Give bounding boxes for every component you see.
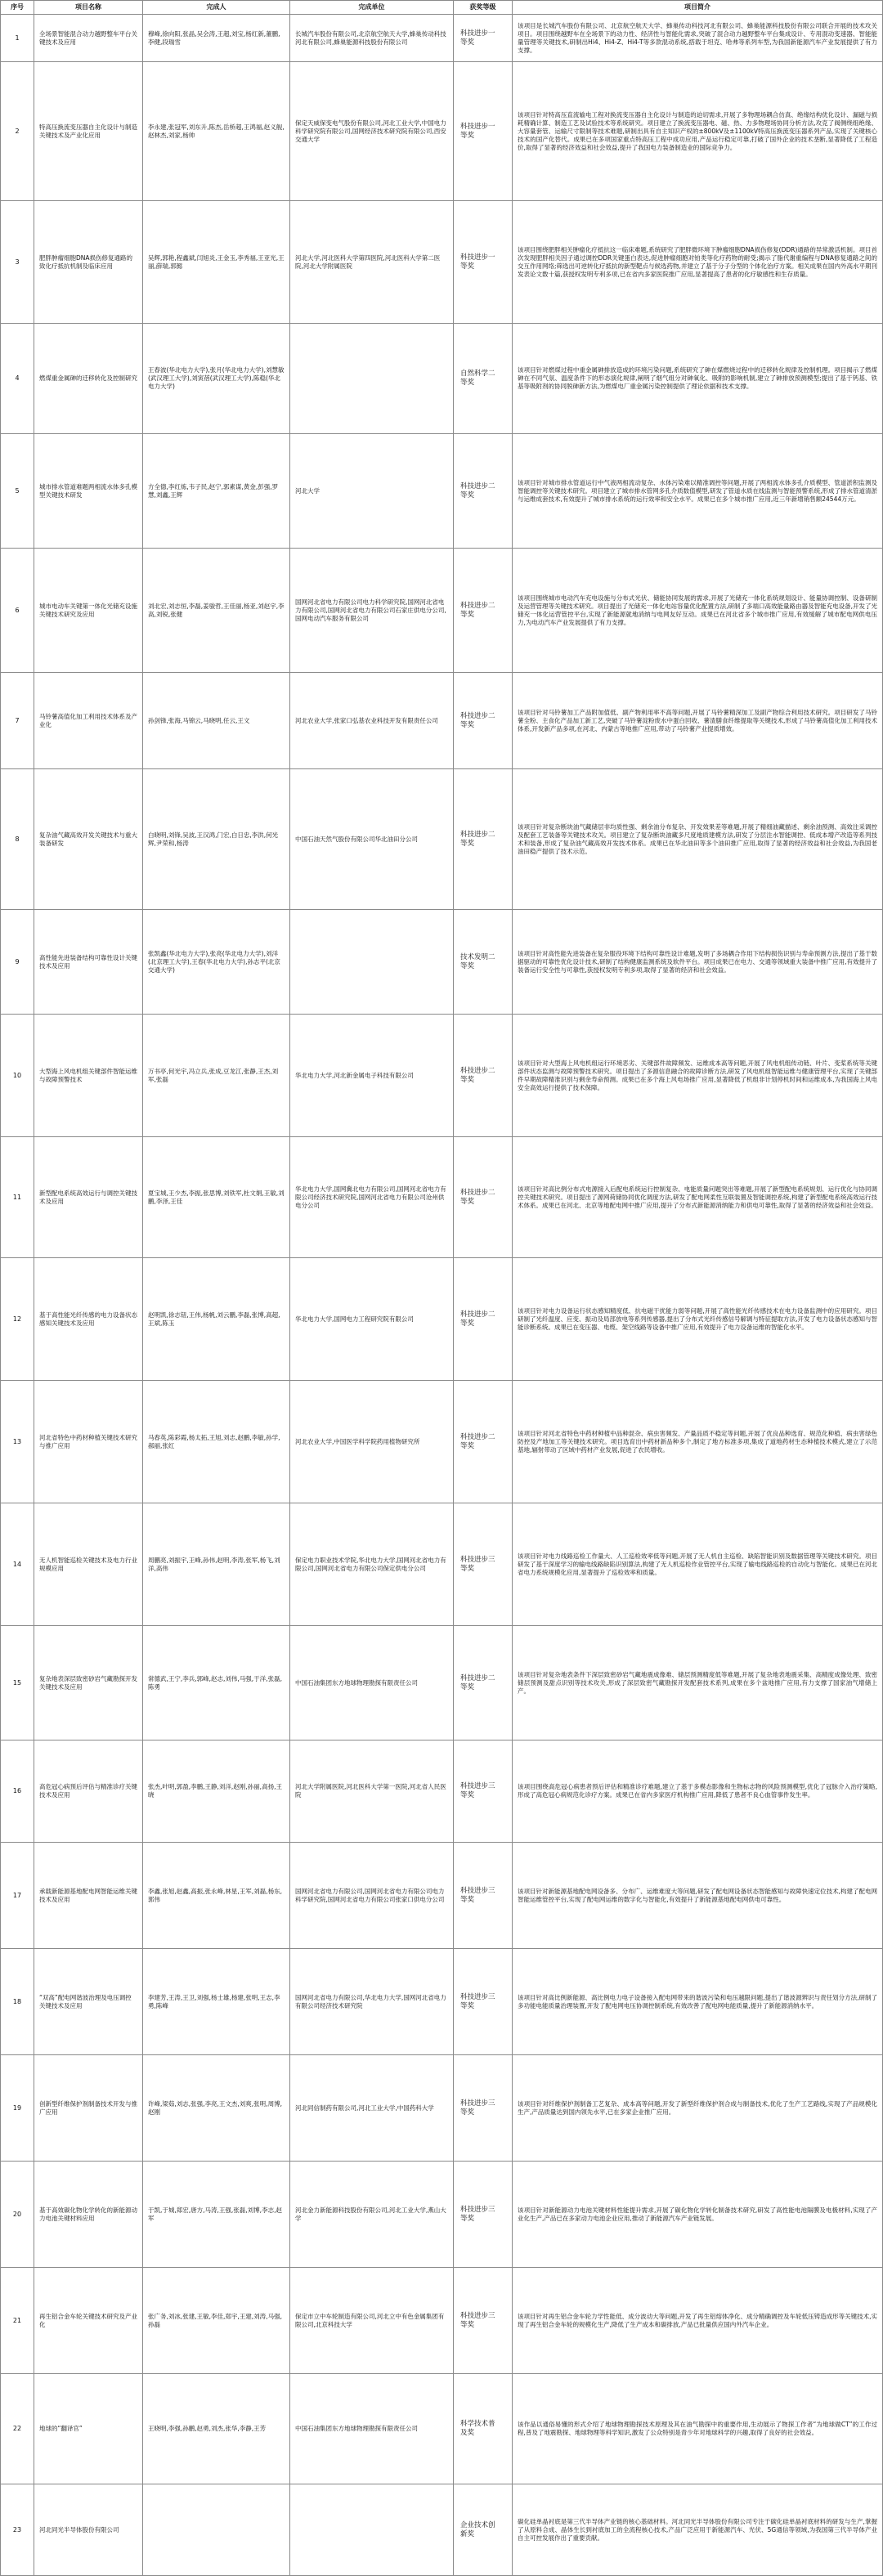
cell-project-name: 特高压换流变压器自主化设计与制造关键技术及产业化应用 <box>34 62 143 201</box>
cell-units: 河北金力新能源科技股份有限公司,河北工业大学,燕山大学 <box>290 2162 454 2268</box>
cell-project-name: 大型海上风电机组关键部件智能运维与故障预警技术 <box>34 1015 143 1137</box>
cell-no: 7 <box>1 673 34 769</box>
cell-project-name: 基于高性能光纤传感的电力设备状态感知关键技术及应用 <box>34 1258 143 1381</box>
cell-no: 11 <box>1 1137 34 1258</box>
cell-award: 科技进步二等奖 <box>454 1626 513 1740</box>
cell-project-name: 城市排水管道难题两相流水体多孔模型关键技术研发 <box>34 434 143 549</box>
cell-award: 科技进步三等奖 <box>454 2268 513 2374</box>
cell-units <box>290 910 454 1015</box>
cell-no: 21 <box>1 2268 34 2374</box>
cell-summary: 该项目针对新能源基地配电网设备多、分布广、运维难度大等问题,研发了配电网设备状态智能感知与故障快速定位技术,构建了配电网智能运维管控平台,实现了配电网运维的数字化与智能化,有效提升了新能源基地配电网供电可靠性。 <box>513 1843 883 1949</box>
cell-award: 科技进步二等奖 <box>454 673 513 769</box>
cell-award: 科技进步三等奖 <box>454 1949 513 2055</box>
cell-summary: 该项目针对新能源动力电池关键材料性能提升需求,开展了碳化物化学转化制备技术研究,研发了高性能电池隔膜及电极材料,实现了产业化生产,产品已在多家动力电池企业应用,推动了新能源汽车产业链发展。 <box>513 2162 883 2268</box>
table-row <box>1 1503 883 1626</box>
cell-no: 9 <box>1 910 34 1015</box>
table-row <box>1 769 883 910</box>
cell-persons: 王春波(华北电力大学),张月(华北电力大学),刘慧敏(武汉理工大学),刘寅蓓(武汉理工大学),陈稳(华北电力大学) <box>143 324 290 434</box>
cell-award: 科技进步二等奖 <box>454 549 513 673</box>
cell-project-name: 肥胖肿瘤细胞DNA损伤修复通路的致化疗抵抗机制及临床应用 <box>34 201 143 324</box>
cell-summary: 该项目针对纤维保护剂制备工艺复杂、成本高等问题,开发了新型纤维保护剂合成与制备技术,优化了生产工艺路线,实现了产品规模化生产,产品质量达到国内领先水平,已在多家企业推广应用。 <box>513 2055 883 2162</box>
cell-persons: 万书亭,何光宇,冯立兵,张成,豆龙江,张静,王杰,刘军,张磊 <box>143 1015 290 1137</box>
cell-summary: 该项目围绕肥胖相关肿瘤化疗抵抗这一临床难题,系统研究了肥胖微环境下肿瘤细胞DNA损伤修复(DDR)通路的异常激活机制。项目首次发现肥胖相关因子通过调控DDR关键蛋白表达,促进肿瘤细胞对铂类等化疗药物的耐受;揭示了脂代谢重编程与DNA修复通路之间的交互作用网络;筛选出可逆转化疗抵抗的新型靶点与候选药物,并建立了基于分子分型的个体化治疗方案。相关成果在国内外高水平期刊发表论文数十篇,获授权发明专利多项,已在省内多家医院推广应用,显著提高了患者的化疗敏感性和生存质量。 <box>513 201 883 324</box>
cell-persons: 张杰,叶明,郭盈,李鹏,王静,刘洋,赵刚,孙丽,高扬,王晓 <box>143 1740 290 1843</box>
table-row <box>1 549 883 673</box>
cell-award: 科技进步二等奖 <box>454 434 513 549</box>
table-row <box>1 1258 883 1381</box>
cell-no: 18 <box>1 1949 34 2055</box>
cell-units: 保定市立中车轮制造有限公司,河北立中有色金属集团有限公司,北京科技大学 <box>290 2268 454 2374</box>
cell-project-name: 全场景智能混合动力越野整车平台关键技术及应用 <box>34 15 143 62</box>
table-row <box>1 1626 883 1740</box>
table-row <box>1 2162 883 2268</box>
header-no: 序号 <box>1 1 34 15</box>
table-row <box>1 673 883 769</box>
cell-project-name: 新型配电系统高效运行与调控关键技术及应用 <box>34 1137 143 1258</box>
table-row <box>1 1381 883 1503</box>
cell-units: 保定电力职业技术学院,华北电力大学,国网河北省电力有限公司,国网河北省电力有限公司保定供电分公司 <box>290 1503 454 1626</box>
cell-summary: 该项目针对城市排水管道运行中气液两相流动复杂、水体污染难以精准调控等问题,开展了两相流水体多孔介质模型、管道淤积监测及智能调控等关键技术研究。项目建立了城市排水管网多孔介质数值模型,研发了管道水质在线监测与智能预警系统,形成了排水管道清淤与运维成套技术,有效提升了城市排水系统的运行效率和安全水平。成果已在多个城市推广应用,近三年新增销售额24544万元。 <box>513 434 883 549</box>
cell-units <box>290 2484 454 2576</box>
cell-persons: 李建芳,王涛,王卫,刘强,杨士雄,杨建,张明,王志,李勇,陈峰 <box>143 1949 290 2055</box>
table-row <box>1 2268 883 2374</box>
cell-award: 自然科学二等奖 <box>454 324 513 434</box>
cell-award: 科技进步三等奖 <box>454 2162 513 2268</box>
cell-award: 科技进步二等奖 <box>454 1137 513 1258</box>
cell-units: 中国石油天然气股份有限公司华北油田分公司 <box>290 769 454 910</box>
cell-award: 企业技术创新奖 <box>454 2484 513 2576</box>
cell-no: 20 <box>1 2162 34 2268</box>
cell-summary: 该项目针对燃煤过程中重金属砷排放造成的环境污染问题,系统研究了砷在煤燃烧过程中的迁移转化规律及控制机理。项目揭示了燃煤砷在不同气氛、温度条件下的形态演化规律,阐明了烟气组分对砷氧化、吸附的影响机制,建立了砷排放预测模型;提出了基于钙基、铁基等吸附剂的协同脱砷新方法,为燃煤电厂重金属污染控制提供了理论依据和技术支撑。 <box>513 324 883 434</box>
cell-units: 国网河北省电力有限公司电力科学研究院,国网河北省电力有限公司,国网河北省电力有限公司石家庄供电分公司,国网电动汽车服务有限公司 <box>290 549 454 673</box>
cell-project-name: 承载新能源基地配电网智能运维关键技术及应用 <box>34 1843 143 1949</box>
cell-project-name: 河北同光半导体股份有限公司 <box>34 2484 143 2576</box>
cell-project-name: 燃煤重金属砷的迁移转化及控制研究 <box>34 324 143 434</box>
table-row <box>1 62 883 201</box>
cell-persons: 吴辉,郭艳,程鑫斌,闫旭炎,王金玉,李秀福,王亚光,王丽,薛瑞,郭懿 <box>143 201 290 324</box>
cell-summary: 碳化硅单晶衬底是第三代半导体产业链的核心基础材料。河北同光半导体股份有限公司专注于碳化硅单晶衬底材料的研发与生产,掌握了从原料合成、晶体生长到衬底加工的全流程核心技术,产品广泛应用于新能源汽车、光伏、5G通信等领域,为我国第三代半导体产业自主可控发展作出了重要贡献。 <box>513 2484 883 2576</box>
table-row <box>1 1015 883 1137</box>
cell-no: 3 <box>1 201 34 324</box>
cell-project-name: 河北省特色中药材种植关键技术研究与推广应用 <box>34 1381 143 1503</box>
table-row <box>1 324 883 434</box>
cell-award: 科技进步二等奖 <box>454 769 513 910</box>
table-row <box>1 15 883 62</box>
cell-project-name: 高性能先进装备结构可靠性设计关键技术及应用 <box>34 910 143 1015</box>
cell-summary: 该项目针对大型海上风电机组运行环境恶劣、关键部件故障频发、运维成本高等问题,开展了风电机组传动链、叶片、变桨系统等关键部件状态监测与故障预警技术研究。项目提出了多源信息融合的故障诊断方法,研发了风电机组智能运维与健康管理平台,实现了关键部件早期故障精准识别与剩余寿命预测。成果已在多个海上风电场推广应用,显著降低了机组非计划停机时间和运维成本,为我国海上风电安全高效运行提供了技术保障。 <box>513 1015 883 1137</box>
cell-award: 科技进步一等奖 <box>454 62 513 201</box>
cell-no: 19 <box>1 2055 34 2162</box>
cell-summary: 该项目针对复杂地表条件下深层致密砂岩气藏地震成像难、储层预测精度低等难题,开展了复杂地表地震采集、高精度成像处理、致密储层预测及甜点识别等技术攻关,形成了深层致密气藏勘探开发配套技术系列,成果在多个盆地推广应用,有力支撑了国家油气增储上产。 <box>513 1626 883 1740</box>
table-row <box>1 2055 883 2162</box>
table-row <box>1 1137 883 1258</box>
cell-award: 技术发明二等奖 <box>454 910 513 1015</box>
header-persons: 完成人 <box>143 1 290 15</box>
table-row <box>1 2374 883 2484</box>
cell-no: 2 <box>1 62 34 201</box>
cell-units: 华北电力大学,国网电力工程研究院有限公司 <box>290 1258 454 1381</box>
cell-project-name: 复杂地表深层致密砂岩气藏勘探开发关键技术及应用 <box>34 1626 143 1740</box>
cell-summary: 该项目针对高比例分布式电源接入后配电系统运行控制复杂、电能质量问题突出等难题,开展了新型配电系统规划、运行优化与协同调控关键技术研究。项目提出了源网荷储协同优化调度方法,研发了配电网柔性互联装置及智能调控系统,构建了新型配电系统高效运行技术体系。成果已在河北、北京等地配电网中推广应用,提升了分布式新能源消纳能力和供电可靠性,取得了显著的经济效益和社会效益。 <box>513 1137 883 1258</box>
cell-summary: 该项目针对再生铝合金车轮力学性能低、成分波动大等问题,开发了再生铝熔体净化、成分精确调控及车轮低压铸造成形等关键技术,实现了再生铝合金车轮的规模化生产,降低了生产成本和碳排放,产品已批量供应国内外汽车企业。 <box>513 2268 883 2374</box>
cell-award: 科技进步二等奖 <box>454 1015 513 1137</box>
cell-project-name: 无人机智能巡检关键技术及电力行业规模应用 <box>34 1503 143 1626</box>
cell-project-name: “双高”配电网谐波治理及电压调控关键技术及应用 <box>34 1949 143 2055</box>
cell-persons: 张广务,刘冰,张建,王敏,李佳,郑宇,王建,刘涛,马强,孙磊 <box>143 2268 290 2374</box>
cell-no: 17 <box>1 1843 34 1949</box>
cell-units: 中国石油集团东方地球物理勘探有限责任公司 <box>290 2374 454 2484</box>
cell-units: 国网河北省电力有限公司,国网河北省电力有限公司电力科学研究院,国网河北省电力有限公司张家口供电分公司 <box>290 1843 454 1949</box>
cell-units: 河北大学 <box>290 434 454 549</box>
cell-project-name: 高危冠心病预后评估与精准诊疗关键技术及应用 <box>34 1740 143 1843</box>
cell-summary: 该项目针对电力设备运行状态感知精度低、抗电磁干扰能力弱等问题,开展了高性能光纤传感技术在电力设备监测中的应用研究。项目研制了光纤温度、应变、振动及局部放电等系列传感器,提出了分布式光纤传感信号解调与特征提取方法,开发了电力设备状态感知与智能诊断系统。成果已在变压器、电缆、架空线路等设备中推广应用,有效提升了电力设备运维的智能化水平。 <box>513 1258 883 1381</box>
cell-units: 河北大学,河北医科大学第四医院,河北医科大学第二医院,河北大学附属医院 <box>290 201 454 324</box>
cell-persons: 白晓明,刘锋,吴波,王汉鸿,门宏,白日忠,李洪,何光辉,尹荣和,杨涛 <box>143 769 290 910</box>
cell-award: 科技进步三等奖 <box>454 1503 513 1626</box>
cell-project-name: 创新型纤维保护剂制备技术开发与推广应用 <box>34 2055 143 2162</box>
cell-units: 河北农业大学,中国医学科学院药用植物研究所 <box>290 1381 454 1503</box>
table-row <box>1 910 883 1015</box>
header-units: 完成单位 <box>290 1 454 15</box>
cell-summary: 该项目针对高性能先进装备在复杂服役环境下结构可靠性设计难题,发明了多场耦合作用下结构损伤识别与寿命预测方法,提出了基于数据驱动的可靠性优化设计技术,研制了结构健康监测系统及软件平台。项目成果已在电力、交通等领域重大装备中推广应用,有效提升了装备运行安全性与可靠性,获授权发明专利多项,取得了显著的经济和社会效益。 <box>513 910 883 1015</box>
cell-project-name: 城市电动车关键第一体化光储充设施关键技术研究及应用 <box>34 549 143 673</box>
table-header <box>1 1 883 15</box>
cell-award: 科技进步三等奖 <box>454 1740 513 1843</box>
cell-award: 科技进步三等奖 <box>454 1843 513 1949</box>
cell-award: 科学技术普及奖 <box>454 2374 513 2484</box>
cell-no: 1 <box>1 15 34 62</box>
cell-persons: 孙剑锋,张海,马锦云,马晓明,任云,王文 <box>143 673 290 769</box>
cell-no: 10 <box>1 1015 34 1137</box>
table-row <box>1 1740 883 1843</box>
cell-persons: 穆峰,徐向阳,张晶,吴会涛,王超,刘宝,杨红新,董鹏,李健,段瑞雪 <box>143 15 290 62</box>
cell-award: 科技进步三等奖 <box>454 2055 513 2162</box>
cell-persons: 刘北宏,刘志恒,李磊,姜骏哲,王佳丽,杨亚,刘赵宇,李高,刘锐,张健 <box>143 549 290 673</box>
cell-award: 科技进步一等奖 <box>454 201 513 324</box>
cell-persons: 李永建,张冠军,刘东升,陈杰,岳桥超,王鸿福,赵义舰,赵林杰,刘家,杨帅 <box>143 62 290 201</box>
cell-persons: 马春英,陈彩霞,杨太拓,王旭,刘志,赵鹏,李敏,孙学,郝丽,张红 <box>143 1381 290 1503</box>
table-row <box>1 434 883 549</box>
cell-no: 4 <box>1 324 34 434</box>
cell-units: 中国石油集团东方地球物理勘探有限责任公司 <box>290 1626 454 1740</box>
cell-summary: 该项目是长城汽车股份有限公司、北京航空航天大学、蜂巢传动科技河北有限公司、蜂巢能源科技股份有限公司联合开展的技术攻关项目。项目围绕越野车在全场景下的动力性、经济性与智能化需求,突破了混合动力越野整车平台集成设计、专用混动变速器、智能能量管理等关键技术,研制出Hi4、Hi4-Z、Hi4-T等多款混动系统,搭载于坦克、哈弗等系列车型,为我国新能源汽车产业发展提供了有力支撑。 <box>513 15 883 62</box>
cell-project-name: 地球的“翻译官” <box>34 2374 143 2484</box>
cell-summary: 该项目围绕高危冠心病患者预后评估和精准诊疗难题,建立了基于多模态影像和生物标志物的风险预测模型,优化了冠脉介入治疗策略,形成了高危冠心病规范化诊疗方案。成果已在省内多家医疗机构推广应用,降低了患者不良心血管事件发生率。 <box>513 1740 883 1843</box>
cell-persons: 张凯鑫(华北电力大学),张亮(华北电力大学),刘洋(北京理工大学),王春(华北电力大学),孙志平(北京交通大学) <box>143 910 290 1015</box>
cell-project-name: 基于高效碳化物化学转化的新能源动力电池关键材料应用 <box>34 2162 143 2268</box>
cell-award: 科技进步一等奖 <box>454 15 513 62</box>
cell-units: 华北电力大学,河北新金属电子科技有限公司 <box>290 1015 454 1137</box>
cell-no: 15 <box>1 1626 34 1740</box>
cell-award: 科技进步二等奖 <box>454 1258 513 1381</box>
cell-units <box>290 324 454 434</box>
header-summary: 项目简介 <box>513 1 883 15</box>
cell-persons: 于凯,于城,郑宏,唐方,马涛,王强,张磊,刘博,李志,赵军 <box>143 2162 290 2268</box>
cell-project-name: 再生铝合金车轮关键技术研究及产业化 <box>34 2268 143 2374</box>
cell-award: 科技进步二等奖 <box>454 1381 513 1503</box>
cell-summary: 该项目针对特高压直流输电工程对换流变压器自主化设计与制造的迫切需求,开展了多物理场耦合仿真、绝缘结构优化设计、漏磁与损耗精确计算、制造工艺及试验技术等系统研究。项目建立了换流变压器电、磁、热、力多物理场协同分析方法,攻克了阀侧绕组绝缘、大容量套管、运输尺寸限制等技术难题,研制出具有自主知识产权的±800kV及±1100kV特高压换流变压器系列产品,实现了关键核心技术的国产化替代。成果已在多项国家重点特高压工程中成功应用,产品运行稳定可靠,打破了国外企业的技术垄断,显著降低了工程造价,取得了显著的经济效益和社会效益,提升了我国电力装备制造业的国际竞争力。 <box>513 62 883 201</box>
table-row <box>1 201 883 324</box>
cell-units: 华北电力大学,国网冀北电力有限公司,国网河北省电力有限公司经济技术研究院,国网河北省电力有限公司沧州供电分公司 <box>290 1137 454 1258</box>
table-row <box>1 2484 883 2576</box>
cell-persons: 方全德,李红炼,韦子民,赵宁,郭素谋,黄金,彭强,罗慧,刘鑫,王辉 <box>143 434 290 549</box>
table-row <box>1 1843 883 1949</box>
cell-project-name: 复杂油气藏高效开发关键技术与重大装备研发 <box>34 769 143 910</box>
cell-persons: 周鹏亮,刘振宇,王峰,孙伟,赵明,李涛,张军,杨飞,刘洋,高伟 <box>143 1503 290 1626</box>
table-row <box>1 1949 883 2055</box>
cell-units: 国网河北省电力有限公司,华北电力大学,国网河北省电力有限公司经济技术研究院 <box>290 1949 454 2055</box>
cell-no: 23 <box>1 2484 34 2576</box>
cell-units: 河北大学附属医院,河北医科大学第一医院,河北省人民医院 <box>290 1740 454 1843</box>
cell-summary: 该项目针对电力线路巡检工作量大、人工巡检效率低等问题,开展了无人机自主巡检、缺陷智能识别及数据管理等关键技术研究。项目研发了基于深度学习的输电线路缺陷识别算法,构建了无人机巡检作业管控平台,实现了输电线路巡检的自动化与智能化。成果已在河北省电力系统规模化应用,显著提升了巡检效率和质量。 <box>513 1503 883 1626</box>
cell-no: 8 <box>1 769 34 910</box>
cell-units: 保定天威保变电气股份有限公司,河北工业大学,中国电力科学研究院有限公司,国网经济技术研究院有限公司,西安交通大学 <box>290 62 454 201</box>
cell-summary: 该作品以通俗易懂的形式介绍了地球物理勘探技术原理及其在油气勘探中的重要作用,生动展示了物探工作者“为地球做CT”的工作过程,普及了地震勘探、地球物理等科学知识,激发了公众特别是青少年对地球科学的兴趣,取得了良好的社会效益。 <box>513 2374 883 2484</box>
cell-persons: 常德武,王宁,李兵,郭峰,赵志,刘伟,马强,于洋,张磊,陈勇 <box>143 1626 290 1740</box>
table-body <box>1 15 883 2576</box>
header-project-name: 项目名称 <box>34 1 143 15</box>
cell-persons: 赵明凯,徐志钮,王伟,杨帆,刘云鹏,李磊,张博,高超,王斌,陈玉 <box>143 1258 290 1381</box>
cell-persons <box>143 2484 290 2576</box>
cell-persons: 夏宝城,王少杰,李振,张思博,刘铁军,杜文娟,王敏,刘鹏,李泽,王佳 <box>143 1137 290 1258</box>
cell-project-name: 马铃薯高值化加工利用技术体系及产业化 <box>34 673 143 769</box>
cell-persons: 许峰,梁茹,刘志,张强,李亮,王文杰,刘爽,张明,周博,赵刚 <box>143 2055 290 2162</box>
cell-no: 13 <box>1 1381 34 1503</box>
header-award: 获奖等级 <box>454 1 513 15</box>
cell-no: 22 <box>1 2374 34 2484</box>
cell-no: 12 <box>1 1258 34 1381</box>
cell-units: 长城汽车股份有限公司,北京航空航天大学,蜂巢传动科技河北有限公司,蜂巢能源科技股份有限公司 <box>290 15 454 62</box>
cell-persons: 王晓明,李强,孙鹏,赵勇,刘杰,张华,李静,王芳 <box>143 2374 290 2484</box>
cell-units: 河北同信制药有限公司,河北工业大学,中国药科大学 <box>290 2055 454 2162</box>
cell-no: 16 <box>1 1740 34 1843</box>
cell-no: 5 <box>1 434 34 549</box>
cell-summary: 该项目针对河北省特色中药材种植中品种混杂、病虫害频发、产量品质不稳定等问题,开展了优良品种选育、规范化种植、病虫害绿色防控及产地加工等关键技术研究。项目选育出中药材新品种多个,制定了地方标准多项,集成了道地药材生态种植技术模式,建立了示范基地,辐射带动了区域中药材产业发展,促进了农民增收。 <box>513 1381 883 1503</box>
cell-summary: 该项目针对马铃薯加工产品附加值低、副产物利用率不高等问题,开展了马铃薯精深加工及副产物综合利用技术研究。项目研发了马铃薯全粉、主食化产品加工新工艺,突破了马铃薯淀粉废水中蛋白回收、薯渣膳食纤维提取等关键技术,形成了马铃薯高值化加工利用技术体系,开发新产品多项,在河北、内蒙古等地推广应用,带动了马铃薯产业提质增效。 <box>513 673 883 769</box>
cell-no: 14 <box>1 1503 34 1626</box>
cell-persons: 李鑫,张旭,赵鑫,高振,张永峰,林星,王军,刘磊,杨东,郭伟 <box>143 1843 290 1949</box>
cell-summary: 该项目针对高比例新能源、高比例电力电子设备接入配电网带来的谐波污染和电压越限问题,提出了谐波源辨识与责任划分方法,研制了多功能电能质量治理装置,开发了配电网电压协调控制系统,有效改善了配电网电能质量,提升了新能源消纳水平。 <box>513 1949 883 2055</box>
cell-summary: 该项目围绕城市电动汽车充电设施与分布式光伏、储能协同发展的需求,开展了光储充一体化系统规划设计、能量协调控制、设备研制及运营管理等关键技术研究。项目提出了光储充一体化电站容量优化配置方法,研制了多端口高效能量路由器及智能充电设备,开发了光储充一体化运营管控平台,实现了新能源就地消纳与电网友好互动。成果已在河北省多个城市推广应用,有效缓解了城市配电网供电压力,为电动汽车产业发展提供了有力支撑。 <box>513 549 883 673</box>
cell-summary: 该项目针对复杂断块油气藏储层非均质性强、剩余油分布复杂、开发效果差等难题,开展了精细油藏描述、剩余油预测、高效注采调控及配套工艺装备等关键技术攻关。项目建立了复杂断块油藏多尺度地质建模方法,研发了分层注水智能调控、低成本增产改造等系列技术和装备,形成了复杂油气藏高效开发技术体系。成果已在华北油田等多个油田推广应用,取得了显著的经济效益和社会效益,为我国老油田稳产提供了技术示范。 <box>513 769 883 910</box>
cell-units: 河北农业大学,张家口弘基农业科技开发有限责任公司 <box>290 673 454 769</box>
cell-no: 6 <box>1 549 34 673</box>
